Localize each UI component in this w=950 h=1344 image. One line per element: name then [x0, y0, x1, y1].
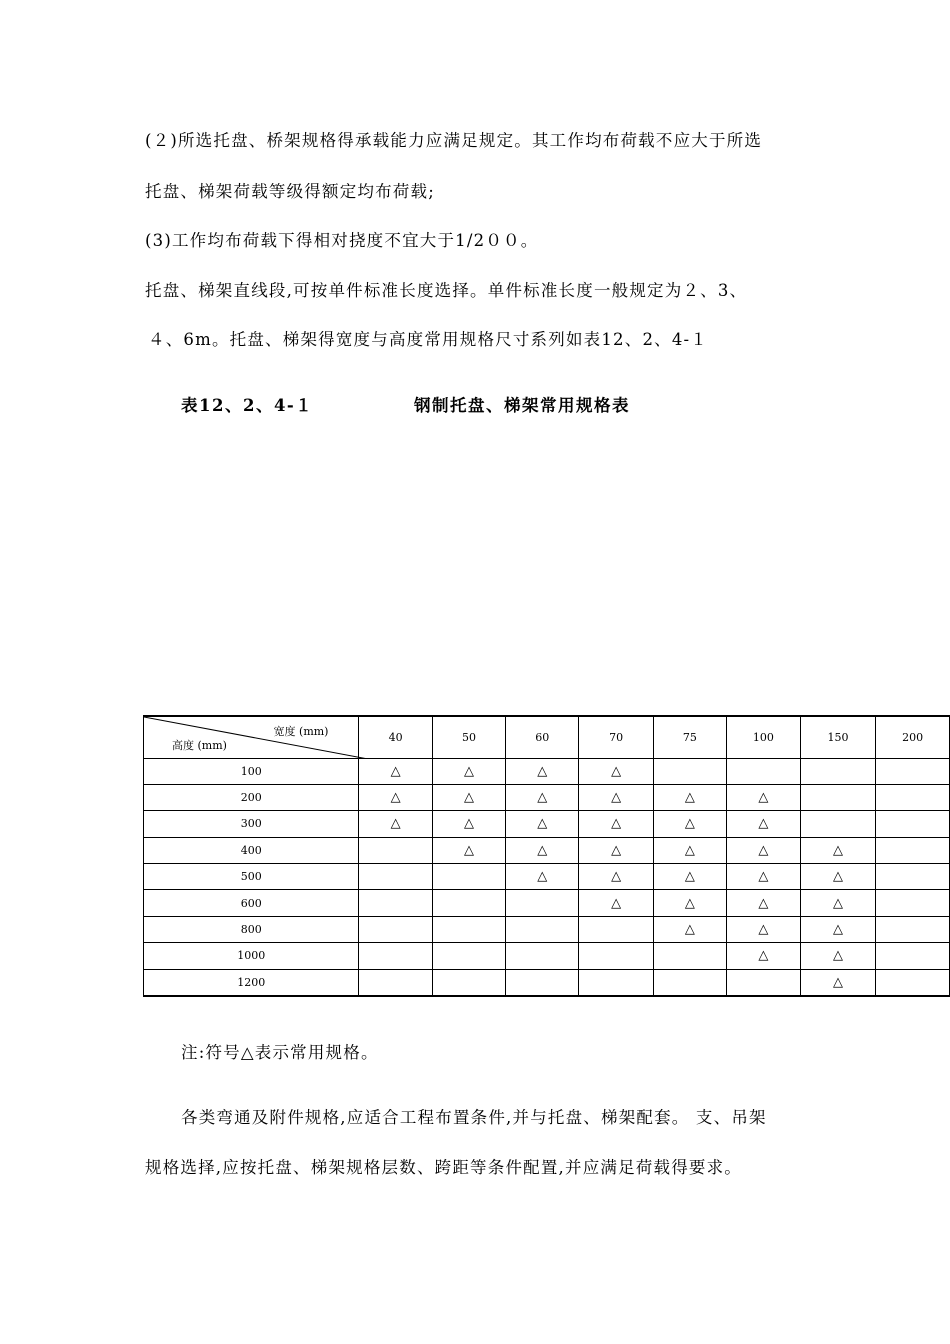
spec-cell: △: [727, 890, 801, 916]
spec-cell: [359, 837, 432, 863]
spec-cell: △: [359, 784, 432, 810]
spec-cell: [432, 969, 505, 995]
spec-table-body: [144, 716, 950, 996]
spec-cell: [359, 916, 432, 942]
spec-cell: △: [579, 784, 653, 810]
spec-cell: [432, 864, 505, 890]
table-row: [144, 969, 950, 995]
column-header: 50: [432, 716, 505, 758]
spec-cell: △: [727, 837, 801, 863]
spec-cell: [579, 969, 653, 995]
spec-cell: △: [800, 943, 876, 969]
spec-cell: [727, 969, 801, 995]
spec-cell: △: [800, 890, 876, 916]
spec-cell: △: [432, 784, 505, 810]
row-height-label: 300: [144, 811, 359, 837]
row-height-label: 200: [144, 784, 359, 810]
width-header-label: 宽度 (mm): [273, 725, 329, 738]
spec-cell: △: [506, 784, 579, 810]
spec-cell: [359, 969, 432, 995]
row-height-label: 100: [144, 758, 359, 784]
paragraph-deflection: (3)工作均布荷载下得相对挠度不宜大于1/2００。: [145, 231, 539, 250]
spec-cell: △: [653, 916, 726, 942]
spec-cell: [432, 943, 505, 969]
spec-cell: [800, 784, 876, 810]
table-row: [144, 890, 950, 916]
spec-cell: △: [727, 864, 801, 890]
spec-cell: △: [727, 916, 801, 942]
spec-cell: △: [359, 758, 432, 784]
table-header-row: [144, 716, 950, 758]
spec-cell: [506, 943, 579, 969]
spec-cell: △: [800, 969, 876, 995]
spec-cell: [506, 916, 579, 942]
spec-cell: [876, 890, 950, 916]
spec-cell: [653, 758, 726, 784]
spec-cell: △: [579, 758, 653, 784]
table-row: [144, 811, 950, 837]
spec-cell: [800, 758, 876, 784]
column-header: 70: [579, 716, 653, 758]
spec-cell: △: [800, 837, 876, 863]
table-title: 钢制托盘、梯架常用规格表: [414, 396, 630, 415]
paragraph-straight-section: 托盘、梯架直线段,可按单件标准长度选择。单件标准长度一般规定为２、3、: [145, 281, 748, 300]
spec-cell: △: [432, 758, 505, 784]
spec-cell: [876, 864, 950, 890]
spec-cell: [579, 916, 653, 942]
spec-cell: [359, 864, 432, 890]
spec-cell: [359, 943, 432, 969]
spec-cell: △: [653, 864, 726, 890]
row-height-label: 600: [144, 890, 359, 916]
table-row: [144, 916, 950, 942]
paragraph-load-capacity: (２)所选托盘、桥架规格得承载能力应满足规定。其工作均布荷载不应大于所选: [145, 131, 763, 150]
spec-cell: [359, 890, 432, 916]
spec-cell: [653, 943, 726, 969]
column-header: 60: [506, 716, 579, 758]
table-row: [144, 758, 950, 784]
spec-cell: [432, 890, 505, 916]
spec-cell: [876, 969, 950, 995]
table-number: 表12、2、4-１: [181, 396, 314, 415]
spec-cell: [876, 784, 950, 810]
spec-cell: [800, 811, 876, 837]
row-height-label: 800: [144, 916, 359, 942]
spec-cell: △: [727, 943, 801, 969]
spec-cell: △: [727, 811, 801, 837]
spec-cell: △: [506, 811, 579, 837]
spec-cell: △: [653, 811, 726, 837]
spec-cell: △: [579, 890, 653, 916]
spec-cell: △: [432, 811, 505, 837]
row-height-label: 1000: [144, 943, 359, 969]
spec-cell: △: [579, 837, 653, 863]
spec-cell: △: [653, 784, 726, 810]
spec-cell: △: [800, 916, 876, 942]
spec-cell: △: [653, 837, 726, 863]
diagonal-header-cell: [144, 716, 359, 758]
column-header: 200: [876, 716, 950, 758]
row-height-label: 1200: [144, 969, 359, 995]
table-row: [144, 837, 950, 863]
column-header: 75: [653, 716, 726, 758]
spec-cell: [876, 943, 950, 969]
spec-cell: △: [727, 784, 801, 810]
spec-cell: △: [506, 864, 579, 890]
spec-cell: △: [506, 837, 579, 863]
table-row: [144, 943, 950, 969]
column-header: 150: [800, 716, 876, 758]
height-header-label: 高度 (mm): [172, 738, 227, 752]
spec-cell: [579, 943, 653, 969]
spec-cell: [506, 890, 579, 916]
paragraph-rated-load: 托盘、梯架荷载等级得额定均布荷载;: [145, 182, 435, 201]
paragraph-size-series: ４、6m。托盘、梯架得宽度与高度常用规格尺寸系列如表12、2、4-１: [148, 330, 709, 349]
spec-cell: [876, 811, 950, 837]
paragraph-supports: 规格选择,应按托盘、梯架规格层数、跨距等条件配置,并应满足荷载得要求。: [145, 1158, 742, 1177]
spec-cell: △: [579, 864, 653, 890]
row-height-label: 400: [144, 837, 359, 863]
spec-cell: △: [579, 811, 653, 837]
spec-cell: [653, 969, 726, 995]
paragraph-fittings: 各类弯通及附件规格,应适合工程布置条件,并与托盘、梯架配套。 支、吊架: [181, 1108, 767, 1127]
spec-cell: △: [432, 837, 505, 863]
spec-cell: [432, 916, 505, 942]
spec-cell: [876, 758, 950, 784]
row-height-label: 500: [144, 864, 359, 890]
spec-cell: △: [359, 811, 432, 837]
table-row: [144, 784, 950, 810]
spec-cell: [876, 916, 950, 942]
table-note: 注:符号△表示常用规格。: [181, 1043, 379, 1062]
column-header: 100: [727, 716, 801, 758]
spec-cell: [876, 837, 950, 863]
spec-cell: △: [506, 758, 579, 784]
spec-cell: △: [653, 890, 726, 916]
spec-cell: △: [800, 864, 876, 890]
spec-table: [143, 715, 950, 997]
spec-cell: [506, 969, 579, 995]
spec-cell: [727, 758, 801, 784]
table-row: [144, 864, 950, 890]
column-header: 40: [359, 716, 432, 758]
